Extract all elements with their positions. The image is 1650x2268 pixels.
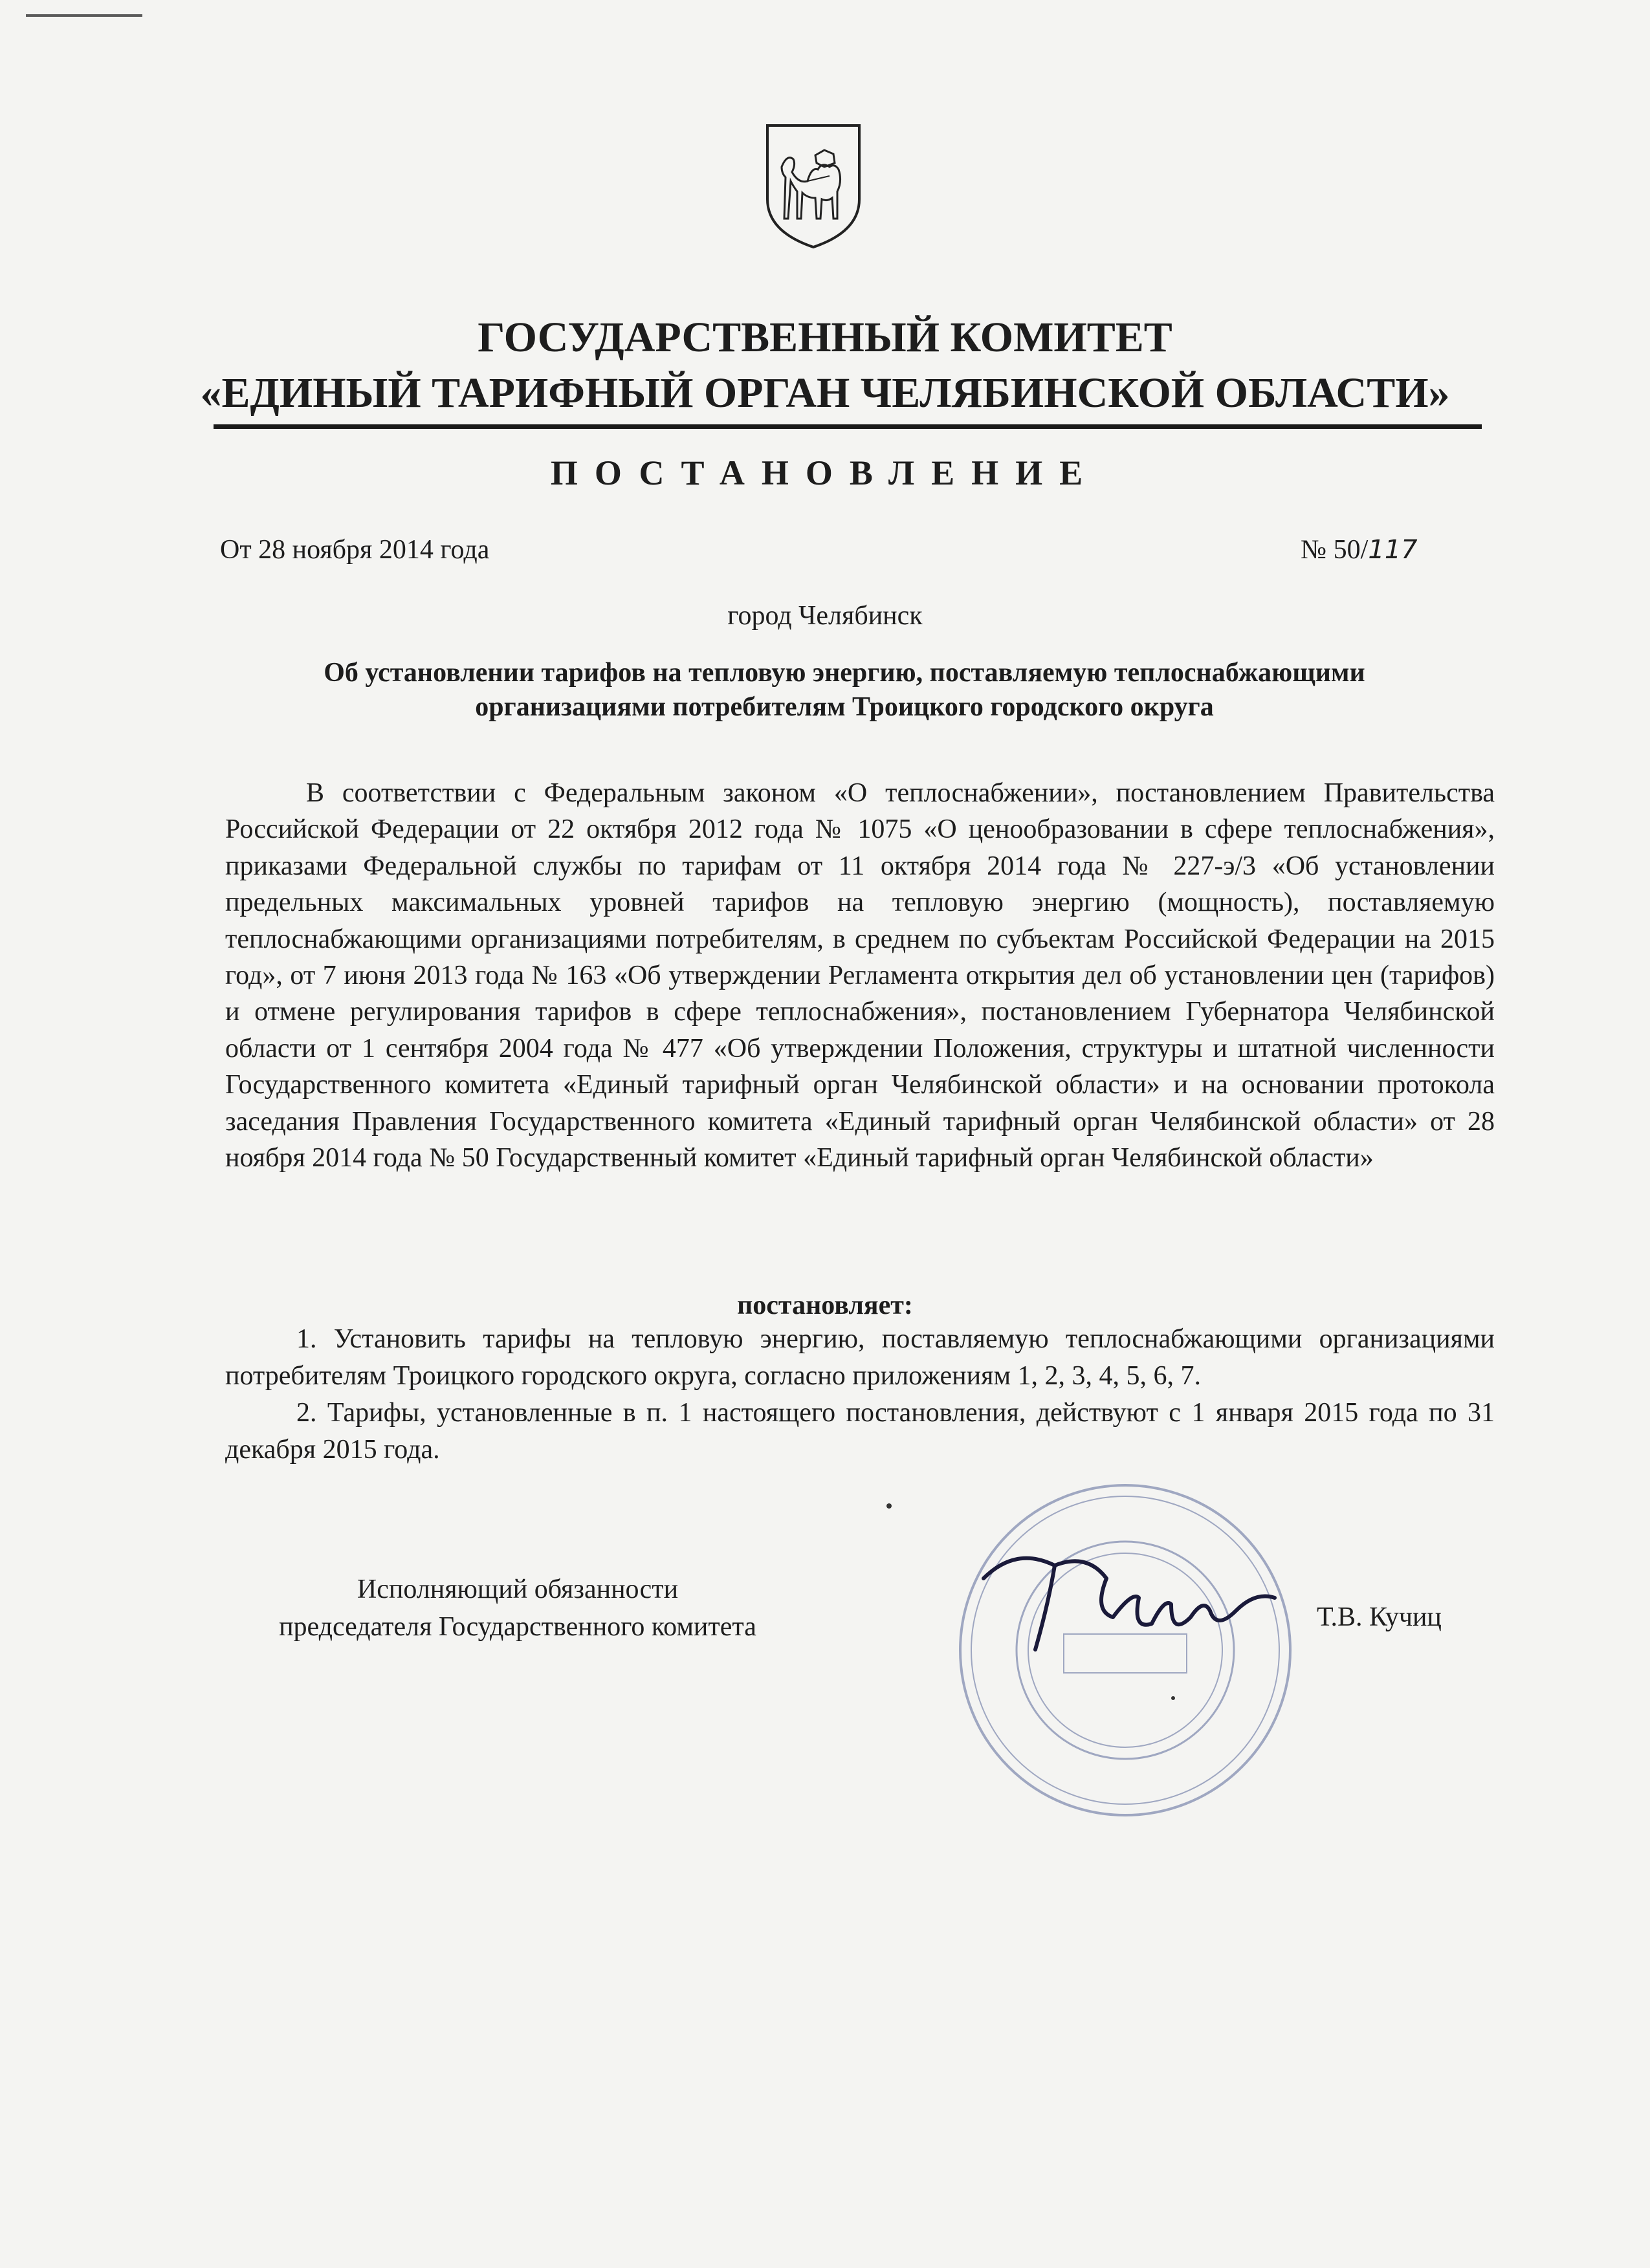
document-city: город Челябинск xyxy=(727,601,923,631)
scan-edge-mark xyxy=(26,14,142,17)
signatory-position xyxy=(220,1571,815,1646)
document-preamble xyxy=(225,775,1495,1176)
signatory-position-line1: Исполняющий обязанности xyxy=(357,1575,679,1604)
organization-title-line1: ГОСУДАРСТВЕННЫЙ КОМИТЕТ xyxy=(478,314,1172,361)
document-subject: Об установлении тарифов на тепловую энергию, поставляемую теплоснабжающими организациями потребителям Троицкого городского округа xyxy=(324,658,1365,722)
resolution-item-2: 2. Тарифы, установленные в п. 1 настоящего постановления, действуют с 1 января 2015 года по 31 декабря 2015 года. xyxy=(225,1398,1495,1465)
signatory-position-line2: председателя Государственного комитета xyxy=(279,1612,756,1642)
organization-title-line2: «ЕДИНЫЙ ТАРИФНЫЙ ОРГАН ЧЕЛЯБИНСКОЙ ОБЛАСТИ» xyxy=(200,369,1450,417)
scan-speck xyxy=(1171,1696,1175,1700)
document-number-handwritten: 117 xyxy=(1368,535,1418,565)
resolves-heading: постановляет: xyxy=(737,1291,913,1320)
preamble-paragraph: В соответствии с Федеральным законом «О теплоснабжении», постановлением Правительства Российской Федерации от 22 октября 2012 года № 1075 «О ценообразовании в сфере теплоснабжения», приказами Федеральной службы по тарифам от 11 октября 2014 года № 227-э/3 «Об установлении предельных максимальных уровней тарифов на тепловую энергию (мощность), поставляемую теплоснабжающими организациями потребителям, в среднем по субъектам Российской Федерации на 2015 год», от 7 июня 2013 года № 163 «Об утверждении Регламента открытия дел об установлении цен (тарифов) и отмене регулирования тарифов в сфере теплоснабжения», постановлением Губернатора Челябинской области от 1 сентября 2004 года № 477 «Об утверждении Положения, структуры и штатной численности Государственного комитета «Единый тарифный орган Челябинской области» и на основании протокола заседания Правления Государственного комитета «Единый тарифный орган Челябинской области» от 28 ноября 2014 года № 50 Государственный комитет «Единый тарифный орган Челябинской области» xyxy=(225,778,1495,1173)
document-date: От 28 ноября 2014 года xyxy=(220,535,490,565)
signatory-name: Т.В. Кучиц xyxy=(1317,1602,1442,1632)
chelyabinsk-coat-of-arms-icon xyxy=(762,122,864,251)
document-number xyxy=(1301,534,1418,565)
header-rule xyxy=(214,424,1482,429)
resolution-items xyxy=(225,1321,1495,1468)
scan-speck xyxy=(886,1503,892,1509)
document-number-prefix: № 50/ xyxy=(1301,535,1369,565)
resolution-item-1: 1. Установить тарифы на тепловую энергию, поставляемую теплоснабжающими организациями потребителям Троицкого городского округа, согласно приложениям 1, 2, 3, 4, 5, 6, 7. xyxy=(225,1324,1495,1391)
handwritten-signature xyxy=(958,1540,1294,1669)
document-type: ПОСТАНОВЛЕНИЕ xyxy=(550,453,1100,492)
